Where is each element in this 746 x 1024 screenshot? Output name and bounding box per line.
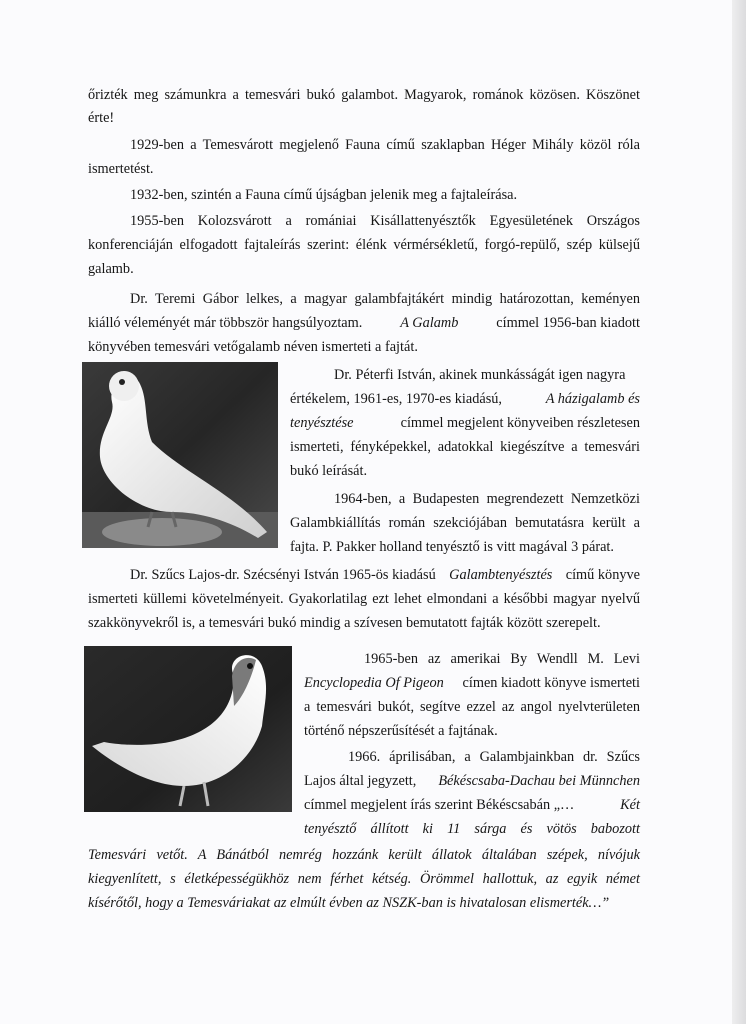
text-line: ismerteti küllemi követelményeit. Gyakorlatilag ezt lehet elmondani a későbbi magyar nyelvű — [88, 591, 640, 607]
text-segment: értékelem, 1961-es, 1970-es kiadású, — [290, 391, 503, 407]
book-title: A Galamb — [400, 315, 459, 331]
quote-line: kísérőtől, hogy a Temesváriakat az elmúlt évben az NSZK-ban is hivatalosan elismerték…” — [88, 895, 610, 911]
text-line: galamb. — [88, 261, 134, 277]
quote-text: Két — [620, 797, 640, 813]
article-title: Békéscsaba-Dachau bei Münnchen — [438, 773, 640, 789]
pigeon-photo-1 — [82, 362, 278, 548]
text-line: bukó leírását. — [290, 463, 368, 479]
page-edge-shadow — [732, 0, 746, 1024]
text-segment: címmel megjelent írás szerint Békéscsabán „… — [304, 797, 575, 813]
text-line: a temesvári bukót, segítve ezzel az angol nyelvterületen — [304, 699, 640, 715]
text-line: szakkönyvekről is, a temesvári bukó mindig a szívesen bemutatott fajták között szerepelt. — [88, 615, 601, 631]
text-line: 1955-ben Kolozsvárott a romániai Kisállattenyésztők Egyesületének Országos — [130, 213, 640, 229]
text-line: fajta. P. Pakker holland tenyésztő is vitt magával 3 párat. — [290, 539, 614, 555]
pigeon-photo-2 — [84, 646, 292, 812]
text-line: 1965-ben az amerikai By Wendll M. Levi — [364, 651, 640, 667]
text-line — [304, 772, 640, 790]
quote-line: Temesvári vetőt. A Bánátból nemrég hozzánk került állatok általában szépek, nívójuk — [88, 847, 640, 863]
text-segment: címmel 1956-ban kiadott — [496, 315, 640, 331]
text-segment: Dr. Szűcs Lajos-dr. Szécsényi István 1965-ös kiadású — [130, 567, 436, 583]
book-title: tenyésztése — [290, 415, 354, 431]
pigeon-photo-icon — [82, 362, 278, 548]
text-line — [290, 414, 640, 432]
text-line — [290, 390, 640, 408]
text-line: Dr. Teremi Gábor lelkes, a magyar galambfajtákért mindig határozottan, keményen — [130, 291, 640, 307]
text-line: történő népszerűsítését a fajtának. — [304, 723, 498, 739]
pigeon-photo-icon — [84, 646, 292, 812]
book-title: Galambtenyésztés — [449, 567, 553, 583]
quote-line: tenyésztő állított ki 11 sárga és vötös babozott — [304, 821, 640, 837]
text-segment: címen kiadott könyve ismerteti — [462, 675, 640, 691]
text-line: konferenciáján elfogadott fajtaleírás szerint: élénk vérmérsékletű, forgó-repülő, szép külsejű — [88, 237, 640, 253]
text-segment: kiálló véleményét már többször hangsúlyoztam. — [88, 315, 363, 331]
quote-line: kiegyenlített, s életképességükhöz nem férhet kétség. Örömmel hallottuk, az egyik német — [88, 871, 640, 887]
text-line: ismerteti, fényképekkel, adatokkal kiegészítve a temesvári — [290, 439, 640, 455]
text-line — [88, 314, 640, 332]
text-line: Galambkiállítás román szekciójában bemutatásra került a — [290, 515, 640, 531]
text-line — [130, 566, 640, 584]
text-line: érte! — [88, 110, 115, 126]
book-title: Encyclopedia Of Pigeon — [304, 675, 444, 691]
text-segment: címmel megjelent könyveiben részletesen — [400, 415, 640, 431]
text-line: 1966. áprilisában, a Galambjainkban dr. Szűcs — [348, 749, 640, 765]
text-line: könyvében temesvári vetőgalamb néven ismerteti a fajtát. — [88, 339, 418, 355]
text-segment: című könyve — [565, 567, 640, 583]
text-line: 1929-ben a Temesvárott megjelenő Fauna című szaklapban Héger Mihály közöl róla — [130, 137, 640, 153]
text-line — [304, 674, 640, 692]
text-line: őrizték meg számunkra a temesvári bukó galambot. Magyarok, románok közösen. Köszönet — [88, 87, 640, 103]
text-line: ismertetést. — [88, 161, 154, 177]
text-segment: Lajos által jegyzett, — [304, 773, 417, 789]
text-line — [304, 796, 640, 814]
book-title: A házigalamb és — [545, 391, 640, 407]
text-line: Dr. Péterfi István, akinek munkásságát igen nagyra — [334, 367, 626, 383]
text-line: 1964-ben, a Budapesten megrendezett Nemzetközi — [334, 491, 640, 507]
text-line: 1932-ben, szintén a Fauna című újságban jelenik meg a fajtaleírása. — [130, 187, 518, 203]
